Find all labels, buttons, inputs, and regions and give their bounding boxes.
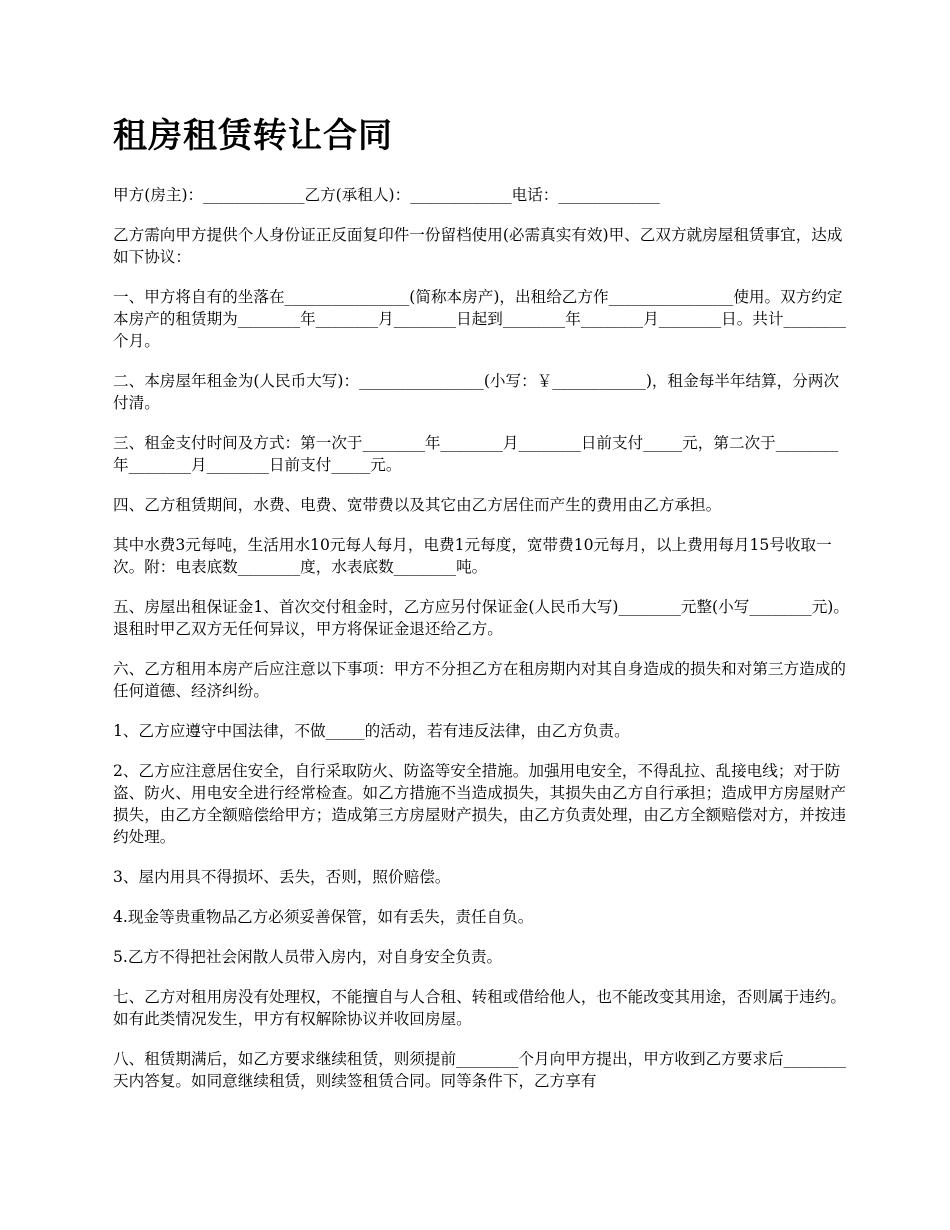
- parties-line: 甲方(房主)：_____________乙方(承租人)：_____________电话：_____________: [113, 186, 660, 204]
- notice-item-2: 2、乙方应注意居住安全，自行采取防火、防盗等安全措施。加强用电安全，不得乱拉、乱接电线；对于防盗、防火、用电安全进行经常检查。如乙方措施不当造成损失，其损失由乙方自行承担；造成甲方房屋财产损失，由乙方全额赔偿给甲方；造成第三方房屋财产损失，由乙方负责处理，由乙方全额赔偿对方，并按违约处理。: [113, 762, 846, 846]
- notice-item-3: 3、屋内用具不得损坏、丢失，否则，照价赔偿。: [113, 868, 451, 886]
- document-title: 租房租赁转让合同: [113, 116, 393, 156]
- clause-4-utilities: 四、乙方租赁期间，水费、电费、宽带费以及其它由乙方居住而产生的费用由乙方承担。: [113, 496, 722, 514]
- clause-5-deposit: 五、房屋出租保证金1、首次交付租金时，乙方应另付保证金(人民币大写)________元整(小写________元)。退租时甲乙双方无任何异议，甲方将保证金退还给乙方。: [113, 598, 849, 638]
- utilities-detail: 其中水费3元每吨，生活用水10元每人每月，电费1元每度，宽带费10元每月，以上费用每月15号收取一次。附：电表底数________度，水表底数________吨。: [113, 536, 832, 576]
- clause-2-rent: 二、本房屋年租金为(人民币大写)：________________(小写：￥____________)，租金每半年结算，分两次付清。: [113, 372, 840, 412]
- clause-6-notices: 六、乙方租用本房产后应注意以下事项：甲方不分担乙方在租房期内对其自身造成的损失和对第三方造成的任何道德、经济纠纷。: [113, 660, 846, 700]
- intro-paragraph: 乙方需向甲方提供个人身份证正反面复印件一份留档使用(必需真实有效)甲、乙双方就房屋租赁事宜，达成如下协议：: [113, 226, 843, 266]
- document-page: [113, 112, 853, 1110]
- clause-7-sublet: 七、乙方对租用房没有处理权，不能擅自与人合租、转租或借给他人，也不能改变其用途，否则属于违约。如有此类情况发生，甲方有权解除协议并收回房屋。: [113, 988, 846, 1028]
- notice-item-5: 5.乙方不得把社会闲散人员带入房内，对自身安全负责。: [113, 948, 503, 966]
- clause-1-property: 一、甲方将自有的坐落在________________(简称本房产)，出租给乙方作________________使用。双方约定本房产的租赁期为________年________月________日起到________年________月________日。共计________个月。: [113, 288, 846, 350]
- clause-3-payment: 三、租金支付时间及方式：第一次于________年________月________日前支付_____元，第二次于________年________月________日前支付_____元。: [113, 434, 839, 474]
- notice-item-4: 4.现金等贵重物品乙方必须妥善保管，如有丢失，责任自负。: [113, 908, 534, 926]
- clause-8-renewal: 八、租赁期满后，如乙方要求继续租赁，则须提前________个月向甲方提出，甲方收到乙方要求后________天内答复。如同意继续租赁，则续签租赁合同。同等条件下，乙方享有: [113, 1050, 846, 1090]
- notice-item-1: 1、乙方应遵守中国法律，不做_____的活动，若有违反法律，由乙方负责。: [113, 722, 630, 740]
